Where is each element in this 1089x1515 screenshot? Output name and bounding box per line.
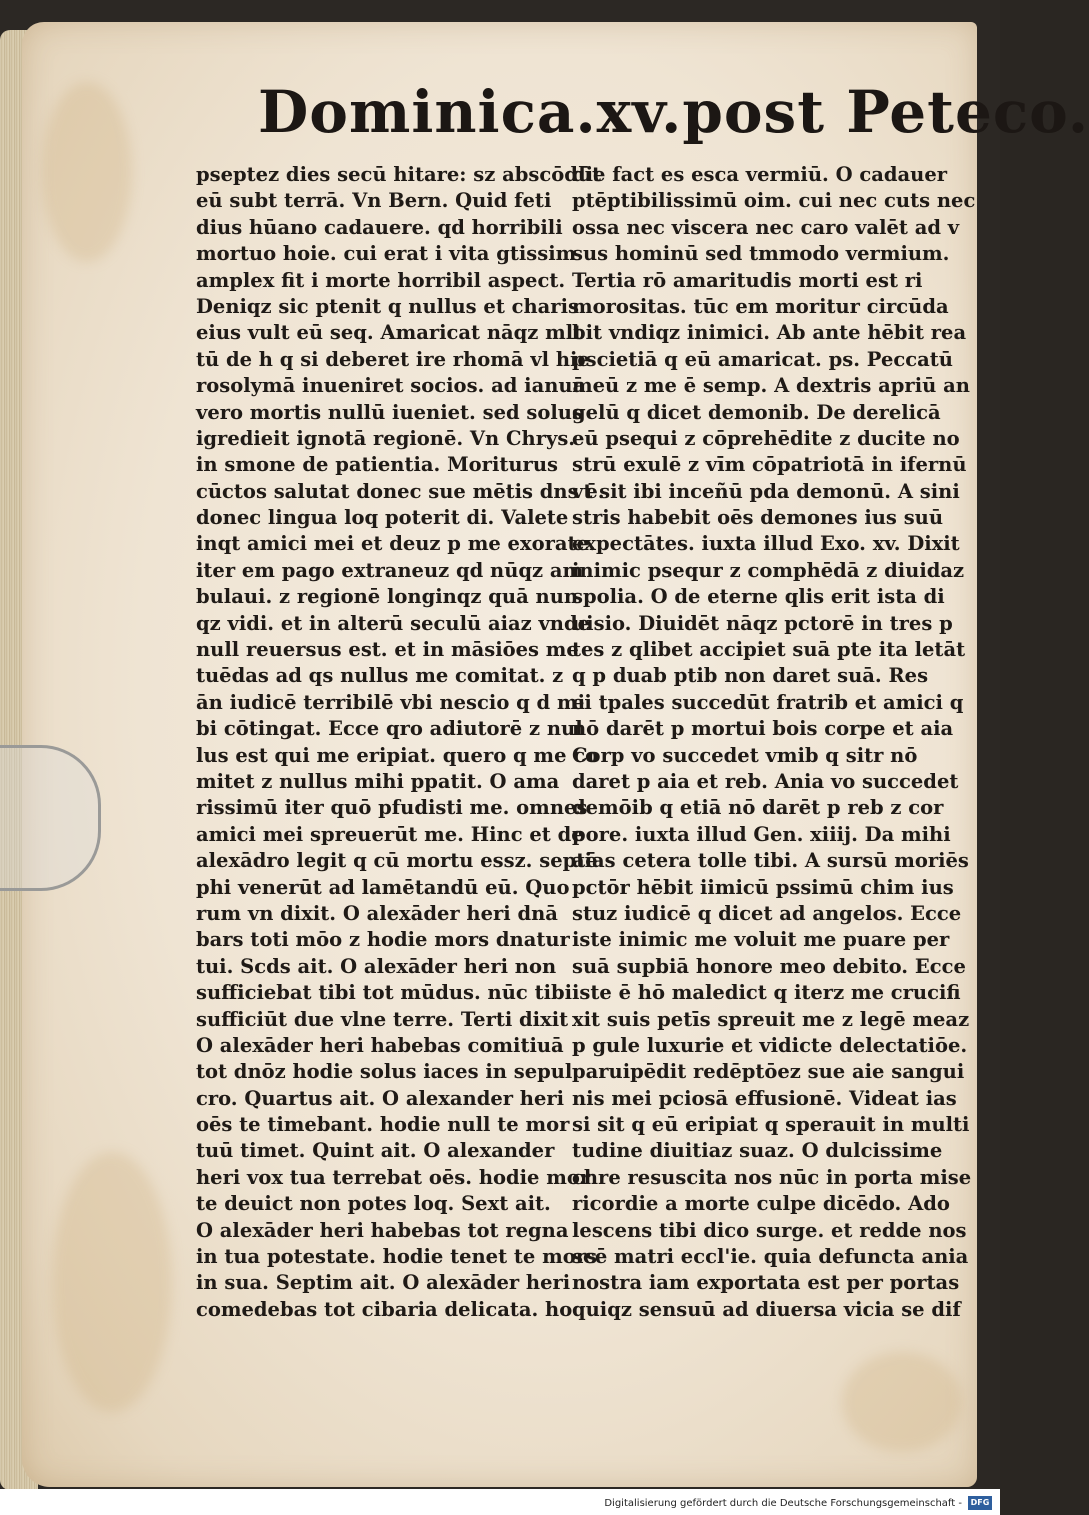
text-line: rosolymā inueniret socios. ad ianuā [196,374,586,398]
text-line: Tertia rō amaritudis morti est ri [572,268,923,292]
text-line: p gule luxurie et vidicte delectatiōe. [572,1033,968,1057]
text-line: in smone de patientia. Moriturus [196,453,558,477]
text-line: null reuersus est. et in māsiōes me [196,638,579,662]
text-line: nostra iam exportata est per portas [572,1271,960,1295]
text-line: heri vox tua terrebat oēs. hodie mor [196,1165,591,1189]
footer-credit: Digitalisierung gefördert durch die Deutsche Forschungsgemeinschaft - [604,1498,962,1509]
text-line: morositas. tūc em moritur circūda [572,294,949,318]
text-line: phi venerūt ad lamētandū eū. Quo [196,875,570,899]
text-line: meū z me ē semp. A dextris apriū an [572,374,970,398]
text-line: eius vult eū seq. Amaricat nāqz mlt [196,321,583,345]
text-line: iter em pago extraneuz qd nūqz am [196,558,584,582]
text-line: eū psequi z cōprehēdite z ducite no [572,426,960,450]
page-clip [0,745,101,891]
text-line: tuēdas ad qs nullus me comitat. z [196,664,564,688]
text-line: pseptez dies secū hitare: sz abscōdūt [196,163,602,186]
text-line: lus est qui me eripiat. quero q me co [196,743,599,767]
text-line: demōib q etiā nō darēt p reb z cor [572,796,944,820]
text-line: tudine diuitiaz suaz. O dulcissime [572,1139,943,1163]
text-line: O alexāder heri habebas comitiuā [196,1033,564,1057]
text-line: tū de h q si deberet ire rhomā vl hie [196,347,590,371]
text-line: tes z qlibet accipiet suā pte ita letāt [572,638,966,662]
text-line: amici mei spreuerūt me. Hinc et de [196,822,584,846]
text-line: daret p aia et reb. Ania vo succedet [572,769,959,793]
text-line: si sit q eū eripiat q sperauit in multi [572,1113,970,1137]
text-line: qz vidi. et in alterū seculū aiaz vnde [196,611,591,635]
text-line: die fact es esca vermiū. O cadauer [572,163,948,186]
text-line: bars toti mōo z hodie mors dnatur [196,928,570,952]
text-line: tuū timet. Quint ait. O alexander [196,1139,555,1163]
text-line: inimic psequr z comphēdā z diuidaz [572,558,965,582]
text-line: vero mortis nullū iueniet. sed solus [196,400,583,424]
text-line: rissimū iter quō pfudisti me. omnes [196,796,588,820]
text-line: oēs te timebant. hodie null te mor [196,1113,570,1137]
text-line: cro. Quartus ait. O alexander heri [196,1086,565,1110]
text-line: amplex fit i morte horribil aspect. [196,268,566,292]
text-line: q p duab ptib non daret suā. Res [572,664,929,688]
footer-bar [0,1489,1000,1515]
text-line: ricordie a morte culpe dicēdo. Ado [572,1192,950,1216]
text-line: ptēptibilissimū oim. cui nec cuts nec [572,189,976,213]
text-line: sufficiebat tibi tot mūdus. nūc tibi [196,981,573,1005]
left-text-column [196,162,605,1323]
text-line: ossa nec viscera nec caro valēt ad v [572,215,960,239]
text-line: rum vn dixit. O alexāder heri dnā [196,901,558,925]
text-line: iste inimic me voluit me puare per [572,928,950,952]
text-line: Deniqz sic ptenit q nullus et charis [196,294,579,318]
text-line: pore. iuxta illud Gen. xiiij. Da mihi [572,822,951,846]
text-line: ei tpales succedūt fratrib et amici q [572,690,964,714]
text-line: tot dnōz hodie solus iaces in sepul [196,1060,573,1084]
text-line: dius hūano cadauere. qd horribili [196,215,563,239]
text-line: te deuict non potes loq. Sext ait. [196,1192,551,1216]
text-line: eū subt terrā. Vn Bern. Quid feti [196,189,552,213]
text-line: chre resuscita nos nūc in porta mise [572,1165,972,1189]
text-line: O alexāder heri habebas tot regna [196,1218,569,1242]
text-line: cūctos salutat donec sue mētis dns ē. [196,479,605,503]
text-line: stris habebit oēs demones ius suū [572,506,944,530]
dfg-logo: DFG [968,1496,992,1510]
text-line: comedebas tot cibaria delicata. ho [196,1297,573,1321]
text-line: mortuo hoie. cui erat i vita gtissim [196,242,577,266]
text-line: inqt amici mei et deuz p me exorate. [196,532,596,556]
text-line: strū exulē z vīm cōpatriotā in ifernū [572,453,967,477]
text-line: tui. Scds ait. O alexāder heri non [196,954,557,978]
text-line: bit vndiqz inimici. Ab ante hēbit rea [572,321,967,345]
text-line: ān iudicē terribilē vbi nescio q d mi [196,690,586,714]
text-line: uisio. Diuidēt nāqz pctorē in tres p [572,611,953,635]
text-line: igredieit ignotā regionē. Vn Chrys. [196,426,576,450]
text-line: expectātes. iuxta illud Exo. xv. Dixit [572,532,960,556]
text-line: alexādro legit q cū mortu essz. septē [196,849,598,873]
text-line: scē matri eccl'ie. quia defuncta ania [572,1245,969,1269]
text-line: aias cetera tolle tibi. A sursū moriēs [572,849,969,873]
text-line: lescens tibi dico surge. et redde nos [572,1218,967,1242]
text-line: vt sit ibi inceñū pda demonū. A sini [572,479,960,503]
text-line: bi cōtingat. Ecce qro adiutorē z nul [196,717,583,741]
text-line: paruipēdit redēptōez sue aie sangui [572,1060,965,1084]
text-line: spolia. O de eterne qlis erit ista di [572,585,945,609]
text-line: nō darēt p mortui bois corpe et aia [572,717,954,741]
text-line: pscietiā q eū amaricat. ps. Peccatū [572,347,953,371]
text-line: nis mei pciosā effusionē. Videat ias [572,1086,957,1110]
text-line: stuz iudicē q dicet ad angelos. Ecce [572,901,962,925]
text-line: in tua potestate. hodie tenet te mors [196,1245,597,1269]
text-line: Corp vo succedet vmib q sitr nō [572,743,918,767]
text-line: xit suis petīs spreuit me z legē meaz [572,1007,970,1031]
text-line: sus hominū sed tmmodo vermium. [572,242,950,266]
text-line: gelū q dicet demonib. De derelicā [572,400,941,424]
text-line: bulaui. z regionē longinqz quā nun [196,585,579,609]
text-line: pctōr hēbit iimicū pssimū chim ius [572,875,954,899]
right-text-column [572,162,975,1323]
text-line: suā supbiā honore meo debito. Ecce [572,954,966,978]
page-heading: Dominica.xv.post Peteco. [258,78,1089,146]
text-line: in sua. Septim ait. O alexāder heri [196,1271,571,1295]
text-line: mitet z nullus mihi ppatit. O ama [196,769,560,793]
text-line: iste ē hō maledict q iterz me crucifi [572,981,961,1005]
text-line: donec lingua loq poterit di. Valete [196,506,569,530]
text-line: sufficiūt due vlne terre. Terti dixit [196,1007,569,1031]
text-line: quiqz sensuū ad diuersa vicia se dif [572,1297,961,1321]
